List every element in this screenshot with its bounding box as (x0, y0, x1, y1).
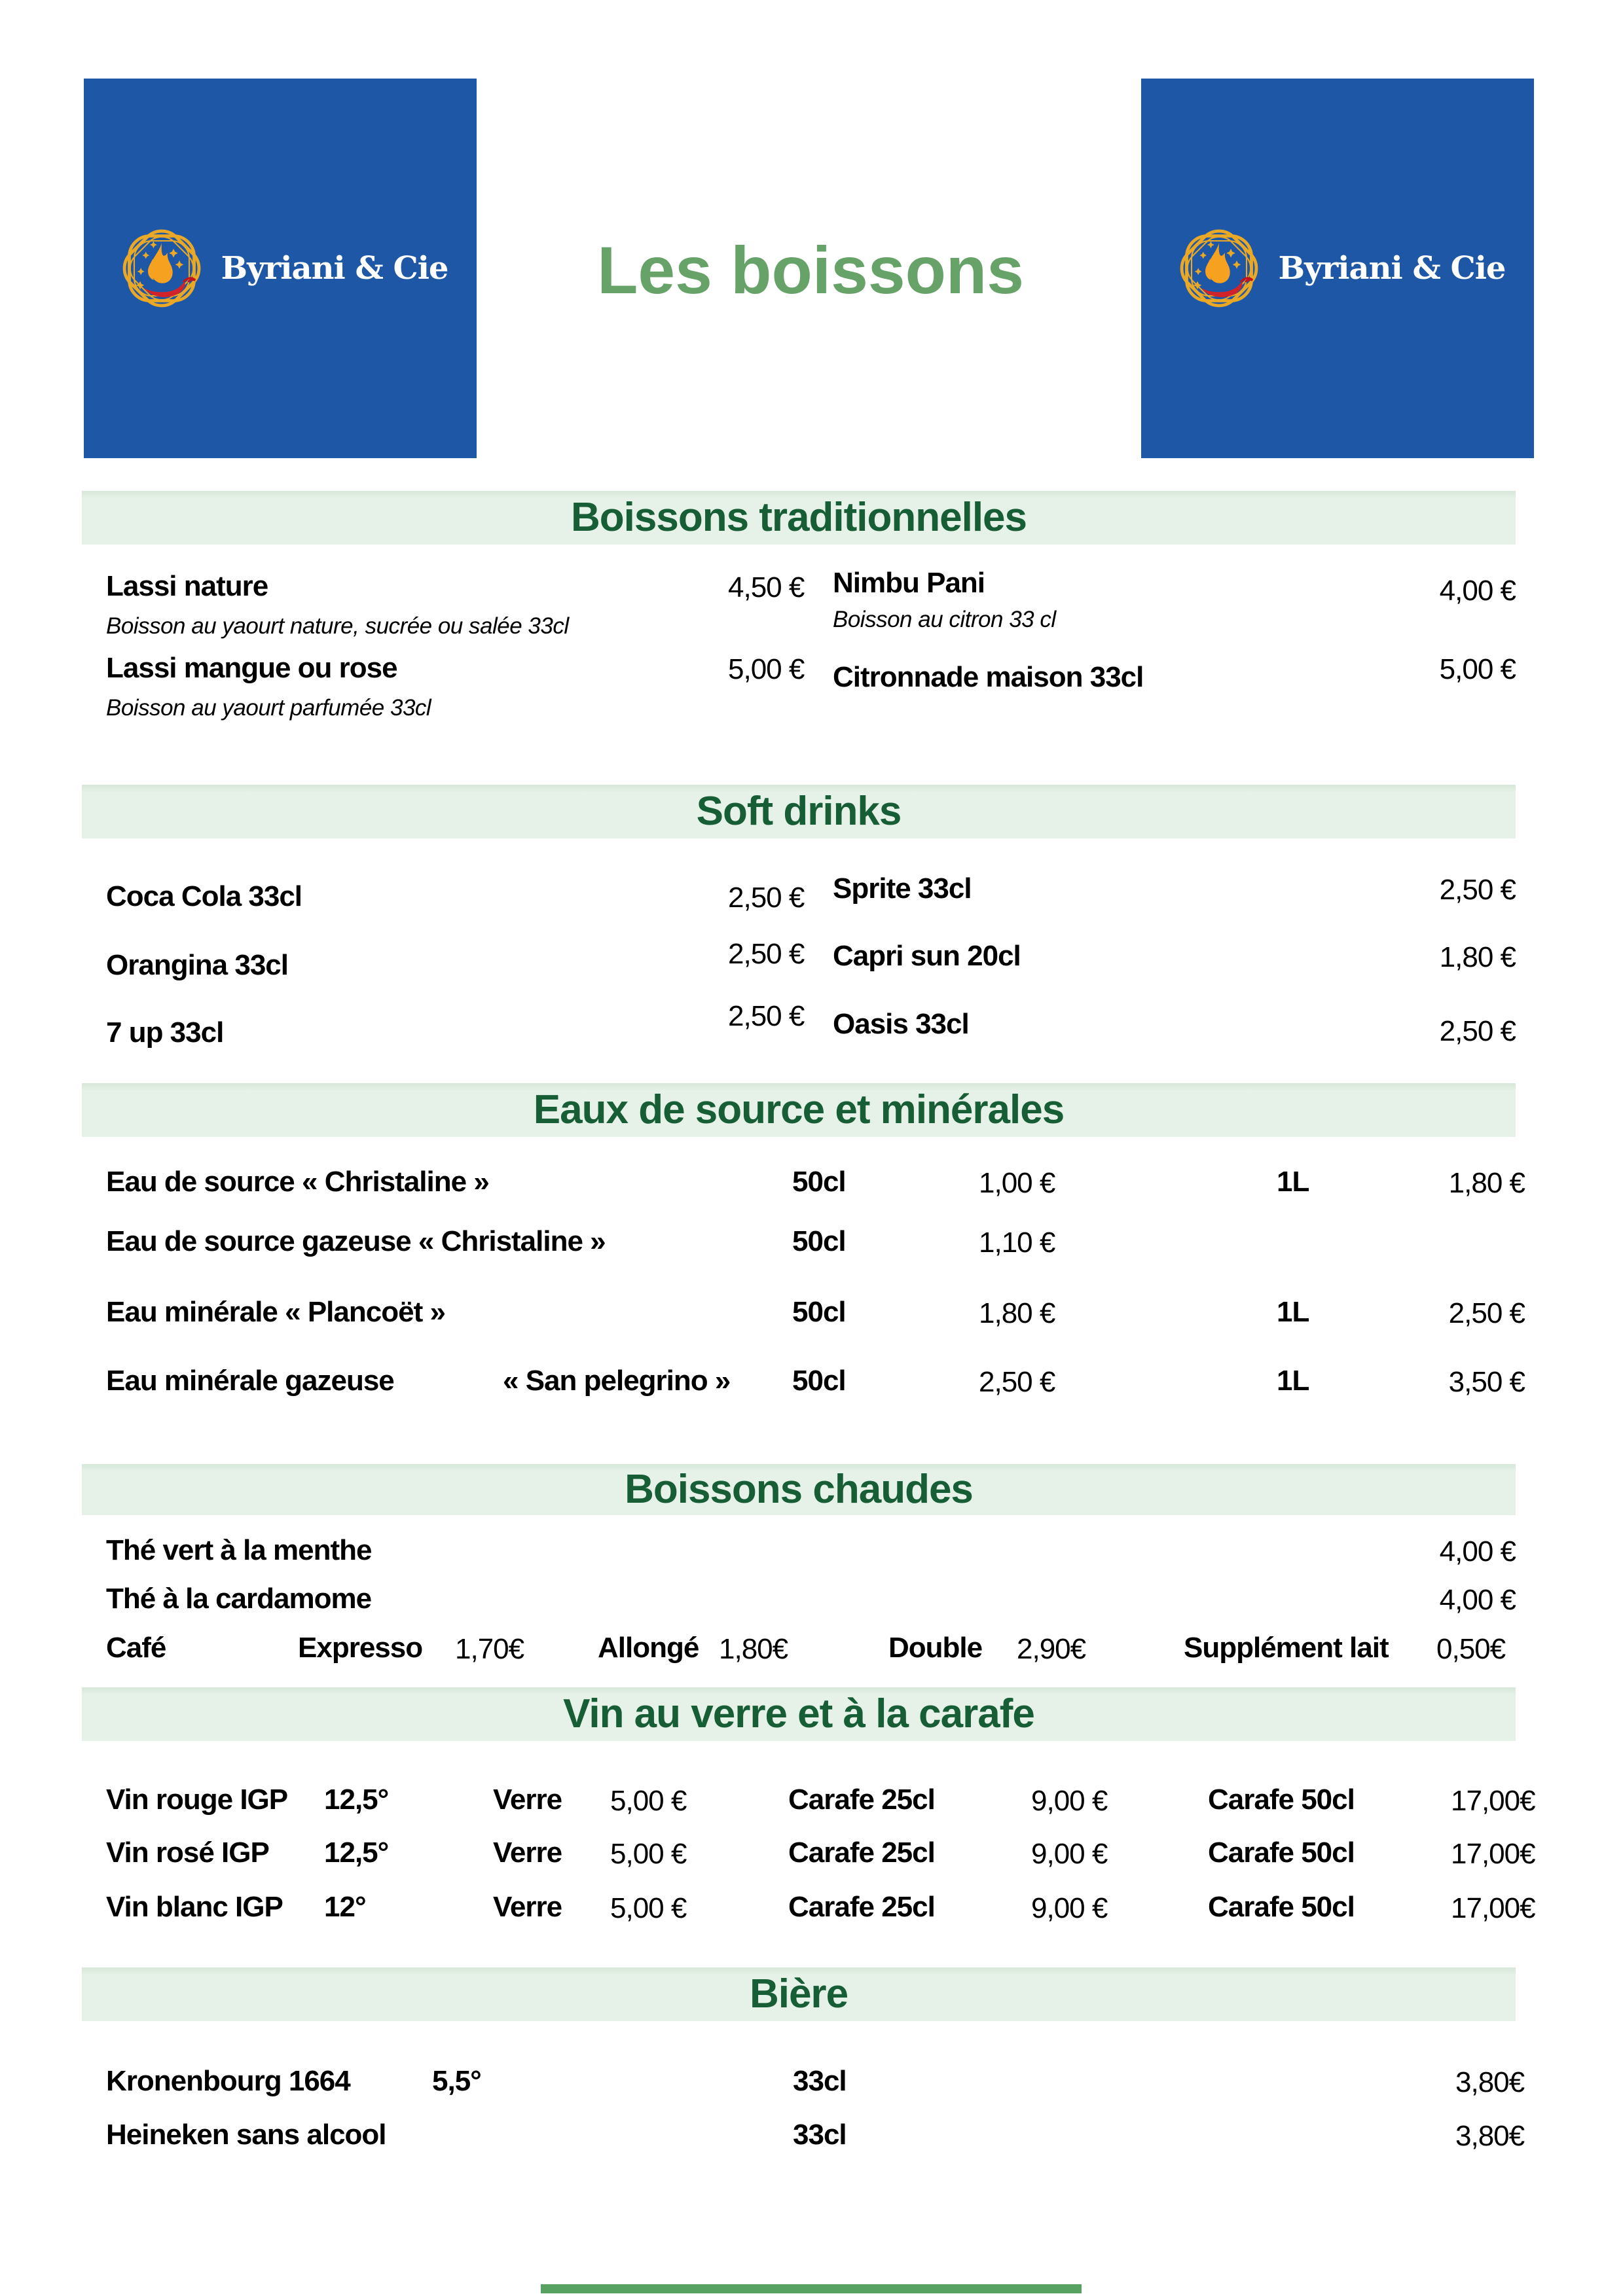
section-header-biere: Bière (82, 1967, 1516, 2021)
menu-item-price: 3,50 € (1448, 1366, 1525, 1398)
serving-label: Carafe 25cl (788, 1837, 935, 1869)
menu-item-name: Sprite 33cl (833, 872, 972, 905)
menu-item-price: 17,00€ (1451, 1785, 1535, 1817)
menu-item-price: 4,00 € (1439, 1584, 1516, 1616)
menu-item-name: Eau de source gazeuse « Christaline » (106, 1225, 606, 1257)
serving-label: Carafe 25cl (788, 1891, 935, 1923)
brand-name: Byriani & Cie (221, 250, 448, 287)
section-header-soft-drinks: Soft drinks (82, 785, 1516, 838)
menu-item-name: Vin rouge IGP (106, 1784, 288, 1816)
brand-emblem-icon (113, 219, 211, 317)
size-label: 1L (1277, 1166, 1309, 1198)
menu-item-name: Thé vert à la menthe (106, 1534, 372, 1566)
menu-item-name: Vin blanc IGP (106, 1891, 283, 1923)
menu-item-price: 2,50 € (1448, 1297, 1525, 1329)
menu-item-price: 0,50€ (1436, 1633, 1506, 1665)
menu-item-price: 17,00€ (1451, 1892, 1535, 1924)
size-label: 1L (1277, 1365, 1309, 1397)
menu-item-name: Oasis 33cl (833, 1008, 969, 1040)
menu-item-price: 2,50 € (728, 938, 805, 970)
size-label: 50cl (792, 1296, 846, 1328)
size-label: 33cl (793, 2065, 847, 2097)
menu-item-desc: Boisson au yaourt parfumée 33cl (106, 695, 431, 721)
menu-item-name: Eau minérale « Plancoët » (106, 1296, 445, 1328)
menu-item-name: Vin rosé IGP (106, 1837, 269, 1869)
menu-item-name: Citronnade maison 33cl (833, 661, 1144, 693)
menu-item-price: 1,80 € (1448, 1167, 1525, 1199)
menu-item-price: 9,00 € (1031, 1892, 1108, 1924)
menu-item-name: « San pelegrino » (503, 1365, 731, 1397)
coffee-option-label: Allongé (598, 1632, 699, 1664)
menu-item-name: Kronenbourg 1664 (106, 2065, 350, 2097)
menu-item-price: 5,00 € (610, 1785, 687, 1817)
menu-item-price: 4,00 € (1439, 575, 1516, 607)
menu-item-name: Orangina 33cl (106, 949, 289, 981)
size-label: 50cl (792, 1365, 846, 1397)
menu-item-price: 5,00 € (1439, 653, 1516, 685)
menu-item-price: 9,00 € (1031, 1785, 1108, 1817)
menu-item-name: Lassi nature (106, 570, 268, 602)
menu-item-price: 1,80 € (979, 1297, 1055, 1329)
menu-item-price: 2,50 € (979, 1366, 1055, 1398)
menu-item-price: 1,70€ (455, 1633, 524, 1665)
menu-item-price: 1,10 € (979, 1227, 1055, 1259)
section-header-vins: Vin au verre et à la carafe (82, 1687, 1516, 1741)
brand-name: Byriani & Cie (1278, 250, 1506, 287)
brand-emblem-icon (1170, 219, 1268, 317)
serving-label: Verre (493, 1784, 562, 1816)
menu-item-name: Eau minérale gazeuse (106, 1365, 394, 1397)
section-header-traditionnelles: Boissons traditionnelles (82, 491, 1516, 545)
menu-item-desc: Boisson au yaourt nature, sucrée ou salée 33cl (106, 613, 569, 639)
menu-item-name: Lassi mangue ou rose (106, 652, 397, 684)
menu-item-price: 2,50 € (728, 882, 805, 914)
menu-item-price: 5,00 € (610, 1838, 687, 1870)
menu-item-name: Café (106, 1632, 166, 1664)
menu-item-name: 7 up 33cl (106, 1016, 224, 1049)
logo-block-right (1141, 79, 1534, 458)
menu-item-name: Capri sun 20cl (833, 940, 1021, 972)
menu-item-price: 2,90€ (1017, 1633, 1086, 1665)
page-title: Les boissons (597, 233, 1024, 308)
menu-item-price: 1,00 € (979, 1167, 1055, 1199)
menu-item-name: Eau de source « Christaline » (106, 1166, 489, 1198)
menu-item-price: 3,80€ (1455, 2120, 1525, 2152)
menu-item-price: 2,50 € (1439, 874, 1516, 906)
partial-bottom-bar (541, 2284, 1082, 2293)
flame-icon (1205, 243, 1230, 283)
menu-item-price: 9,00 € (1031, 1838, 1108, 1870)
size-label: 33cl (793, 2119, 847, 2151)
menu-item-price: 2,50 € (728, 1000, 805, 1032)
degree-label: 12° (324, 1891, 366, 1923)
section-header-chaudes: Boissons chaudes (82, 1464, 1516, 1515)
menu-item-name: Thé à la cardamome (106, 1583, 372, 1615)
serving-label: Carafe 50cl (1208, 1784, 1355, 1816)
coffee-option-label: Double (888, 1632, 983, 1664)
flame-icon (148, 243, 173, 283)
logo-block-left (84, 79, 477, 458)
size-label: 50cl (792, 1166, 846, 1198)
degree-label: 12,5° (324, 1784, 389, 1816)
menu-item-name: Heineken sans alcool (106, 2119, 386, 2151)
size-label: 50cl (792, 1225, 846, 1257)
menu-item-price: 5,00 € (728, 653, 805, 685)
section-header-eaux: Eaux de source et minérales (82, 1083, 1516, 1137)
menu-item-price: 1,80 € (1439, 941, 1516, 973)
menu-item-price: 5,00 € (610, 1892, 687, 1924)
menu-item-price: 17,00€ (1451, 1838, 1535, 1870)
menu-item-name: Nimbu Pani (833, 567, 985, 599)
menu-item-name: Coca Cola 33cl (106, 880, 302, 912)
menu-item-price: 4,50 € (728, 571, 805, 603)
coffee-option-label: Supplément lait (1184, 1632, 1389, 1664)
menu-item-desc: Boisson au citron 33 cl (833, 607, 1056, 632)
menu-item-price: 4,00 € (1439, 1535, 1516, 1568)
menu-item-price: 1,80€ (719, 1633, 788, 1665)
degree-label: 12,5° (324, 1837, 389, 1869)
serving-label: Carafe 50cl (1208, 1891, 1355, 1923)
coffee-option-label: Expresso (298, 1632, 423, 1664)
degree-label: 5,5° (432, 2065, 481, 2097)
serving-label: Verre (493, 1837, 562, 1869)
menu-item-price: 2,50 € (1439, 1015, 1516, 1047)
menu-item-price: 3,80€ (1455, 2066, 1525, 2098)
serving-label: Carafe 50cl (1208, 1837, 1355, 1869)
serving-label: Carafe 25cl (788, 1784, 935, 1816)
serving-label: Verre (493, 1891, 562, 1923)
size-label: 1L (1277, 1296, 1309, 1328)
